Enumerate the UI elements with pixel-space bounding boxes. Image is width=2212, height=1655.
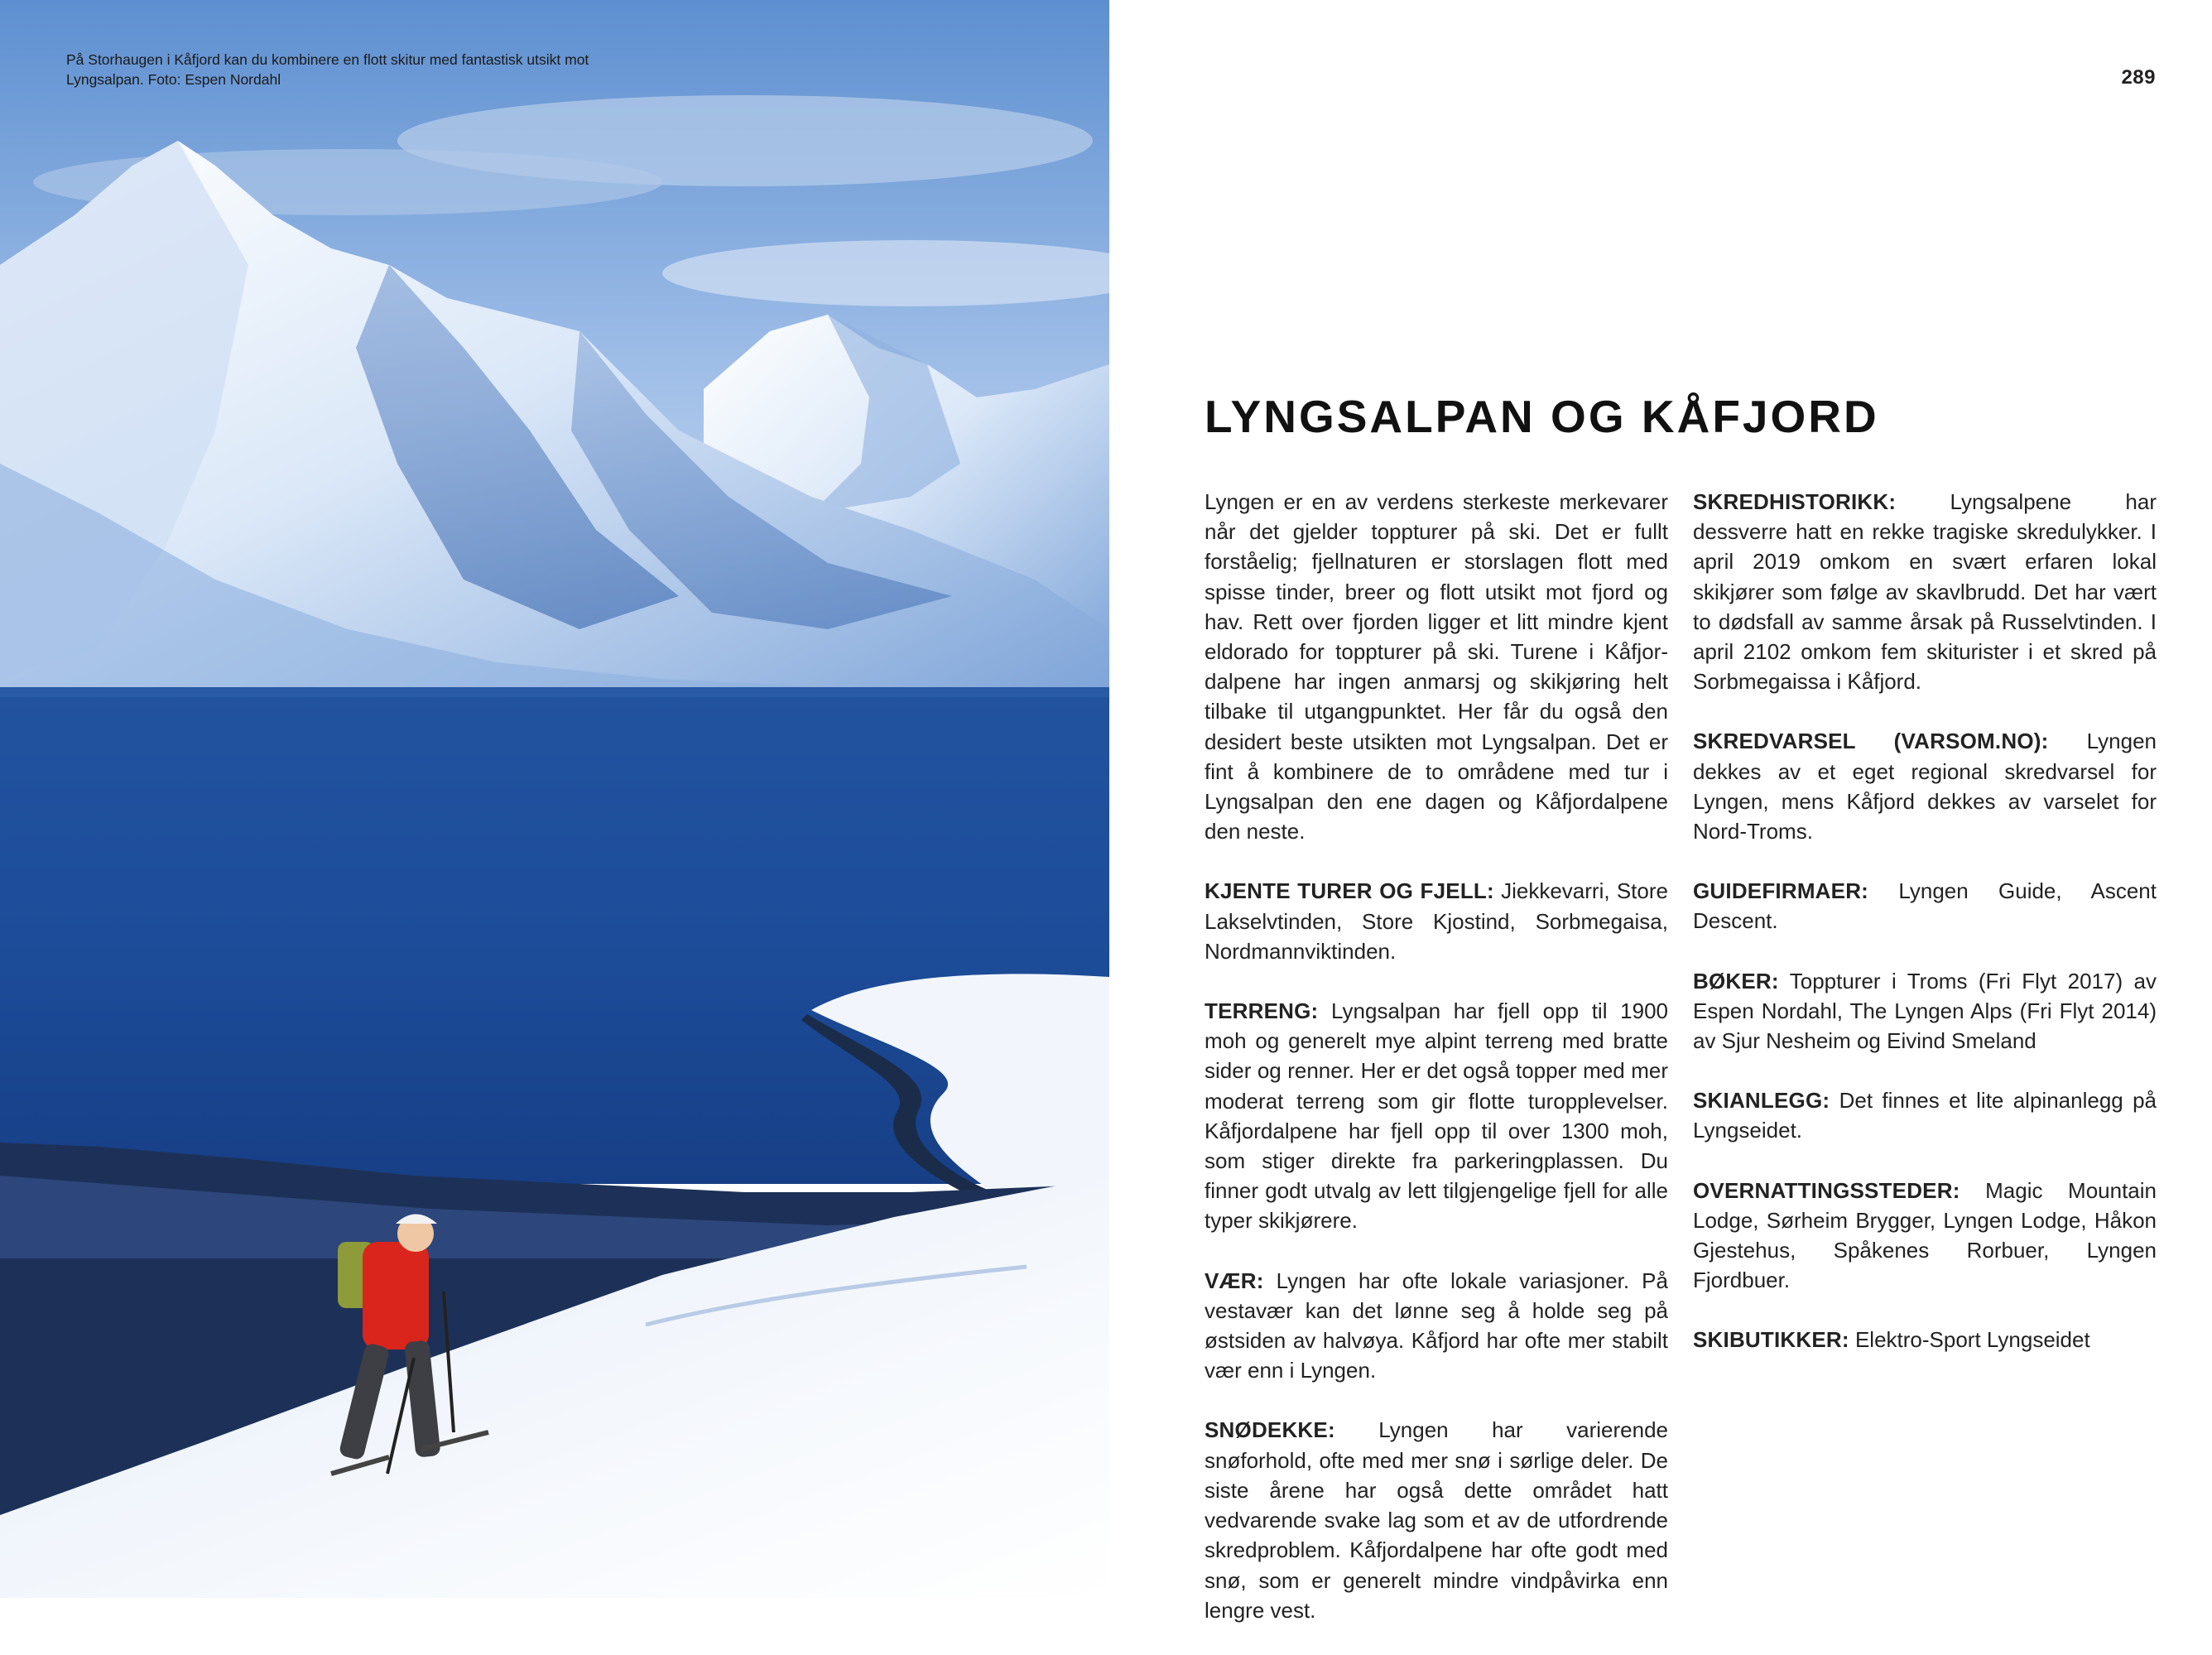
page-number: 289 bbox=[2121, 66, 2156, 89]
section-label: TERRENG: bbox=[1205, 998, 1319, 1024]
section-weather bbox=[1205, 1266, 1668, 1386]
photo-caption: På Storhaugen i Kåfjord kan du kombinere en flott skitur med fantastisk utsikt mot Lyngsalpan. Foto: Espen Nordahl bbox=[66, 51, 589, 88]
section-label: SKIANLEGG: bbox=[1693, 1088, 1830, 1114]
intro-paragraph: Lyngen er en av verdens sterkeste merkevarer når det gjelder toppturer på ski. Det er fullt forståelig; fjellnaturen er storslagen flott med spisse tinder, breer og flott utsikt mot fjord og hav. Rett over fjorden ligger et litt mindre kjent eldorado for toppturer på ski. Turene i Kåfjordalpene har ingen anmarsj og skikjøring helt tilbake til utgangpunktet. Her får du også den desidert beste utsikten mot Lyngsalpan. Det er fint å kombinere de to områdene med tur i Lyngsalpan den ene dagen og Kåfjordalpene den neste. bbox=[1205, 489, 1668, 844]
section-text: Lyngen dekkes av et eget regional skredvarsel for Lyngen, mens Kåfjord dekkes av varselet for Nord-Troms. bbox=[1693, 729, 2157, 844]
section-text: Elektro-Sport Lyngseidet bbox=[1849, 1327, 2090, 1353]
section-avalanche-warning bbox=[1693, 726, 2157, 846]
section-snow-cover bbox=[1205, 1415, 1668, 1624]
page-title: LYNGSALPAN OG KÅFJORD bbox=[1205, 391, 1879, 442]
section-text: Lyngen har varierende snøforhold, ofte med mer snø i sørlige deler. De siste årene har også dette området hatt vedvarende svake lag som et av de utfordrende skredproblem. Kåfjordalpene har ofte godt med snø, som er generelt mindre vindpåvirka enn lengre vest. bbox=[1205, 1417, 1668, 1623]
section-ski-resorts bbox=[1693, 1085, 2157, 1145]
section-label: GUIDEFIRMAER: bbox=[1693, 878, 1869, 904]
section-text: Jiekkevarri, Store Lakselvtinden, Store Kjostind, Sorbmegaisa, Nordmannviktinden. bbox=[1205, 878, 1668, 964]
section-label: SNØDEKKE: bbox=[1205, 1417, 1335, 1443]
photo-page bbox=[0, 0, 1109, 1598]
section-label: SKIBUTIKKER: bbox=[1693, 1327, 1849, 1353]
section-guides bbox=[1693, 876, 2157, 936]
text-column-right bbox=[1693, 487, 2157, 1385]
text-page bbox=[1109, 0, 2212, 1623]
section-books bbox=[1693, 966, 2157, 1056]
section-label: KJENTE TURER OG FJELL: bbox=[1205, 878, 1494, 904]
section-text: Lyngsalpene har dessverre hatt en rekke tragiske skredulykker. I april 2019 omkom en svært erfaren lokal skikjører som følge av skavlbrudd. Det har vært to dødsfall av samme årsak på Russelvtinden. I april 2102 omkom fem skiturister i et skred på Sorbmegaissa i Kåfjord. bbox=[1693, 489, 2157, 695]
section-label: VÆR: bbox=[1205, 1268, 1264, 1293]
section-text: Lyngsalpan har fjell opp til 1900 moh og generelt mye alpint terreng med bratte sider og renner. Her er det også topper med mer moderat terreng som gir flotte turopplevelser. Kåfjordalpene har fjell opp til over 1300 moh, som stiger direkte fra parkeringplassen. Du finner godt utvalg av lett tilgjengelige fjell for alle typer skikjørere. bbox=[1205, 998, 1668, 1234]
section-avalanche-history bbox=[1693, 487, 2157, 696]
section-text: Lyngen Guide, Ascent Descent. bbox=[1693, 878, 2157, 934]
section-label: BØKER: bbox=[1693, 968, 1779, 993]
text-column-left bbox=[1205, 487, 1668, 1655]
section-text: Magic Mountain Lodge, Sørheim Brygger, Lyngen Lodge, Håkon Gjestehus, Spåkenes Rorbuer, Lyngen Fjordbuer. bbox=[1693, 1177, 2157, 1293]
section-text: Det finnes et lite alpinanlegg på Lyngseidet. bbox=[1693, 1088, 2157, 1143]
section-label: SKREDVARSEL (VARSOM.NO): bbox=[1693, 729, 2049, 754]
section-text: Lyngen har ofte lokale variasjoner. På vestavær kan det lønne seg å holde seg på østsiden av halvøya. Kåfjord har ofte mer stabilt vær enn i Lyngen. bbox=[1205, 1268, 1668, 1383]
section-ski-shops bbox=[1693, 1325, 2157, 1354]
section-accommodation bbox=[1693, 1176, 2157, 1296]
section-terrain bbox=[1205, 996, 1668, 1236]
section-known-trips bbox=[1205, 876, 1668, 966]
section-label: SKREDHISTORIKK: bbox=[1693, 489, 1897, 514]
landscape-photo bbox=[0, 0, 1109, 1598]
section-text: Toppturer i Troms (Fri Flyt 2017) av Espen Nordahl, The Lyngen Alps (Fri Flyt 2014) av Sjur Nesheim og Eivind Smeland bbox=[1693, 968, 2157, 1054]
section-label: OVERNATTINGSSTEDER: bbox=[1693, 1177, 1960, 1203]
